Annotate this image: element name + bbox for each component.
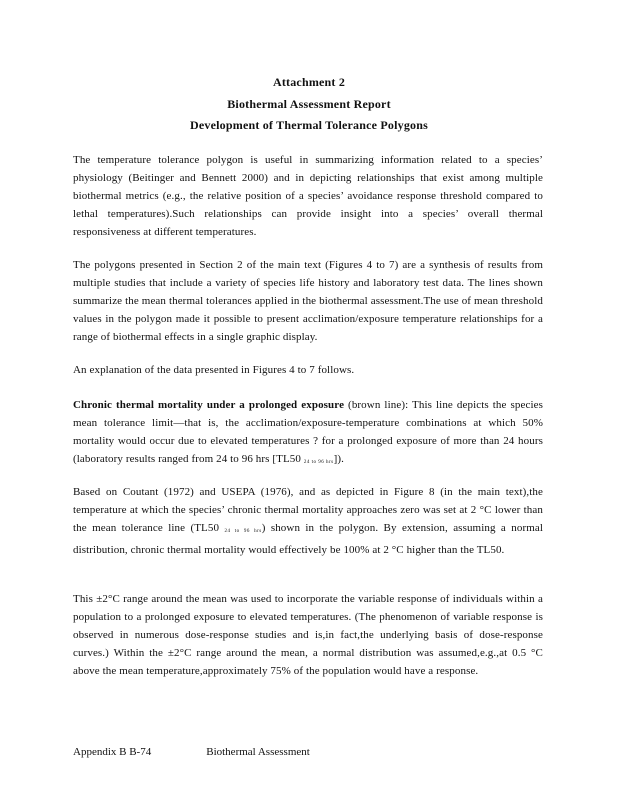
tl50-subscript-2: 24 to 96 hrs (224, 529, 262, 534)
report-title: Biothermal Assessment Report (227, 97, 391, 111)
paragraph-range: This ±2°C range around the mean was used to incorporate the variable response of individuals within a population to a prolonged exposure to elevated temperatures. (The phenomenon of variable response is observed in numerous dose-response studies and is,in fact,the underlying basis of dose-response curves.) Within the ±2°C range around the mean, a normal distribution was assumed,e.g.,at 0.5 °C above the mean temperature,approximately 75% of the population would have a response. (73, 593, 543, 677)
page-footer (73, 744, 310, 760)
coutant-text-b: ) shown in the polygon. By extension, assuming a normal distribution, chronic thermal mortality would effectively be 100% at 2 °C higher than the TL50. (73, 522, 544, 556)
tl50-subscript: 24 to 96 hrs (303, 460, 334, 465)
chronic-mortality-heading: Chronic thermal mortality under a prolonged exposure (73, 399, 345, 411)
coutant-text-a: Based on Coutant (1972) and USEPA (1976), and as depicted in Figure 8 (in the main text),the temperature at which the species’ chronic thermal mortality approaches zero was set at 2 °C lower than the mean tolerance line (TL50 (73, 486, 543, 534)
paragraph-explanation: An explanation of the data presented in Figures 4 to 7 follows. (73, 364, 355, 376)
section-title: Development of Thermal Tolerance Polygons (190, 118, 428, 132)
paragraph-coutant (73, 483, 543, 559)
paragraph-chronic-mortality (73, 396, 543, 472)
attachment-title: Attachment 2 (272, 75, 346, 89)
paragraph-intro: The temperature tolerance polygon is useful in summarizing information related to a species’ physiology (Beitinger and Bennett 2000) and in depicting relationships that exist among multiple biothermal metrics (e.g., the relative position of a species’ avoidance response threshold compared to lethal temperatures).Such relationships can provide insight into a species’ overall thermal responsiveness at different temperatures. (73, 154, 543, 238)
chronic-mortality-text: (brown line): This line depicts the species mean tolerance limit—that is, the acclimation/exposure-temperature combinations at which 50% mortality would occur due to elevated temperatures ? for a prolonged exposure of more than 24 hours (laboratory results ranged from 24 to 96 hrs [TL50 (73, 399, 543, 465)
chronic-mortality-end: ]). (333, 453, 344, 465)
footer-appendix: Appendix B B-74 (73, 746, 152, 758)
footer-section: Biothermal Assessment (206, 746, 310, 758)
paragraph-polygons: The polygons presented in Section 2 of the main text (Figures 4 to 7) are a synthesis of results from multiple studies that include a variety of species life history and laboratory test data. The lines shown summarize the mean thermal tolerances applied in the biothermal assessment.The use of mean threshold values in the polygon made it possible to present acclimation/exposure temperature relationships for a range of biothermal effects in a single graphic display. (73, 259, 543, 343)
